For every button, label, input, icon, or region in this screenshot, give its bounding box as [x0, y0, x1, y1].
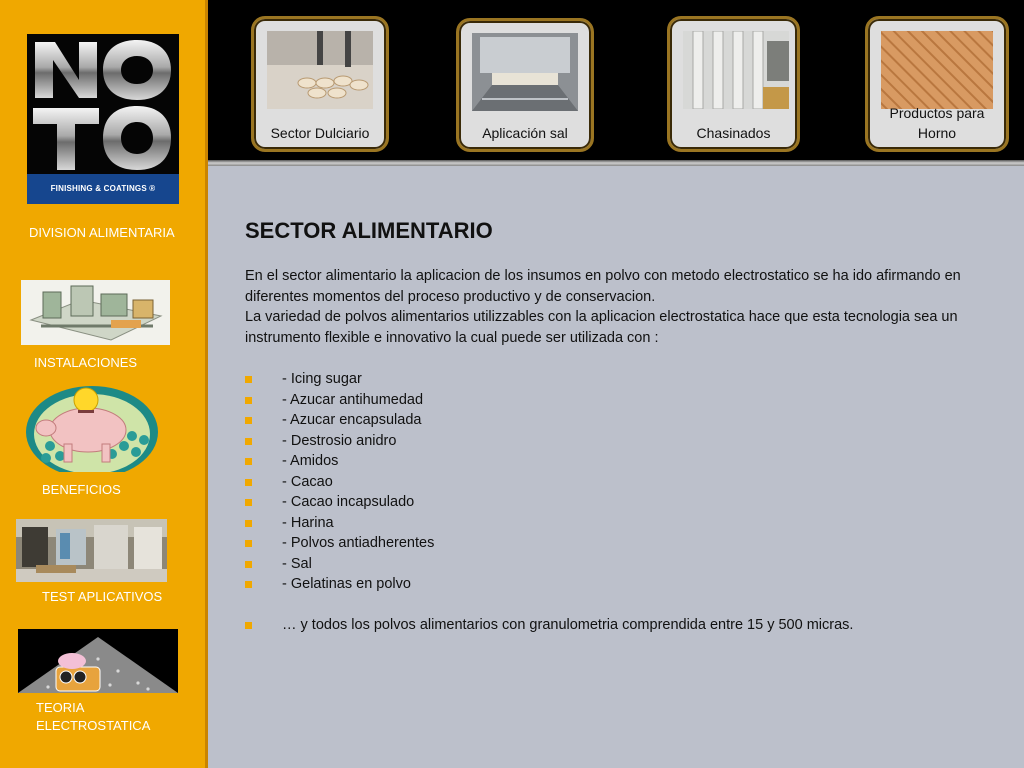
- salt-line-photo-icon: [472, 33, 578, 111]
- list-item: [245, 554, 985, 575]
- list-item: [245, 492, 985, 513]
- list-item-text: - Gelatinas en polvo: [282, 576, 411, 592]
- bullet-icon: [245, 438, 252, 445]
- list-item: [245, 574, 985, 595]
- bullet-icon: [245, 376, 252, 383]
- list-item: [245, 431, 985, 452]
- sidebar-item-instalaciones[interactable]: INSTALACIONES: [34, 355, 138, 370]
- powder-list: [245, 369, 985, 636]
- bullet-icon: [245, 622, 252, 629]
- list-item-text: - Cacao: [282, 473, 333, 490]
- page-title: SECTOR ALIMENTARIO: [245, 218, 493, 243]
- nav-label: Productos para Horno: [889, 105, 985, 141]
- sidebar-item-test-aplicativos[interactable]: TEST APLICATIVOS: [42, 589, 163, 604]
- nav-sector-dulciario[interactable]: [251, 16, 389, 152]
- list-item: [245, 410, 985, 431]
- bullet-icon: [245, 520, 252, 527]
- bakery-photo-icon: [881, 31, 993, 109]
- piggy-bank-icon[interactable]: [24, 380, 160, 472]
- bullet-icon: [245, 479, 252, 486]
- list-item: [245, 533, 985, 554]
- closing-text: … y todos los polvos alimentarios con granulometria comprendida entre 15 y 500 micras.: [282, 617, 854, 633]
- installation-diagram-icon[interactable]: [21, 280, 170, 345]
- list-item-text: - Destrosio anidro: [282, 432, 397, 449]
- list-item-text: - Harina: [282, 514, 334, 531]
- bullet-icon: [245, 397, 252, 404]
- bullet-icon: [245, 458, 252, 465]
- bullet-icon: [245, 499, 252, 506]
- noto-logo[interactable]: [27, 34, 179, 204]
- list-item-text: - Azucar encapsulada: [282, 412, 422, 428]
- intro-paragraph-1: En el sector alimentario la aplicacion de los insumos en polvo con metodo electrostatico se ha ido afirmando en diferentes momentos del proceso productivo y de conservacion.: [245, 268, 961, 305]
- bullet-icon: [245, 417, 252, 424]
- nav-label: Sector Dulciario: [270, 125, 370, 141]
- list-item: [245, 369, 985, 390]
- list-item-text: - Sal: [282, 555, 312, 572]
- nav-chasinados[interactable]: [667, 16, 800, 152]
- intro-paragraph-2: La variedad de polvos alimentarios utilizzables con la aplicacion electrostatica hace que esta tecnologia sea un instrumento flexible e innovativo la cual puede ser utilizada con :: [245, 309, 958, 346]
- list-item: [245, 513, 985, 534]
- bullet-icon: [245, 581, 252, 588]
- bullet-icon: [245, 540, 252, 547]
- sidebar-item-beneficios[interactable]: BENEFICIOS: [42, 482, 121, 497]
- list-item-closing: [245, 615, 985, 636]
- list-item: [245, 390, 985, 411]
- sidebar: [0, 0, 208, 768]
- sausage-line-photo-icon: [683, 31, 789, 109]
- intro-text: [245, 266, 985, 348]
- sidebar-item-teoria-electrostatica[interactable]: TEORIA ELECTROSTATICA: [36, 700, 151, 733]
- list-item: [245, 472, 985, 493]
- nav-aplicacion-sal[interactable]: [456, 18, 594, 152]
- nav-productos-horno[interactable]: [865, 16, 1009, 152]
- list-item-text: - Amidos: [282, 453, 339, 469]
- confectionery-photo-icon: [267, 31, 373, 109]
- list-item-text: - Polvos antiadherentes: [282, 535, 435, 551]
- list-item: [245, 451, 985, 472]
- division-heading: DIVISION ALIMENTARIA: [29, 225, 175, 240]
- nav-label: Aplicación sal: [482, 125, 568, 141]
- main-content: [208, 166, 1024, 768]
- lab-photo-icon[interactable]: [16, 519, 167, 582]
- list-item-text: - Cacao incapsulado: [282, 494, 415, 510]
- logo-tagline: FINISHING & COATINGS ®: [27, 174, 179, 204]
- list-item-text: - Azucar antihumedad: [282, 391, 424, 408]
- list-item-text: - Icing sugar: [282, 371, 362, 387]
- noto-logo-icon: [31, 34, 175, 176]
- electrostatic-diagram-icon[interactable]: [18, 629, 178, 693]
- bullet-icon: [245, 561, 252, 568]
- nav-label: Chasinados: [696, 125, 771, 141]
